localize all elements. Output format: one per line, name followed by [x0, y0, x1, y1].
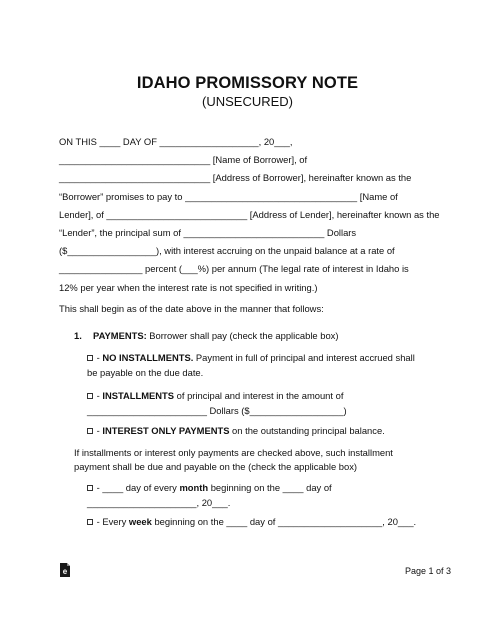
option-prefix: -: [94, 425, 103, 436]
option-text: on the outstanding principal balance.: [229, 425, 385, 436]
checkbox-icon[interactable]: [87, 355, 93, 361]
intro-line: “Borrower” promises to pay to _________________________________ [Name of: [59, 190, 398, 202]
intro-line: ________________ percent (___%) per annum (The legal rate of interest in Idaho is: [59, 263, 409, 275]
option-text-line2: be payable on the due date.: [87, 366, 204, 378]
intro-line: ON THIS ____ DAY OF ___________________, 20___,: [59, 136, 293, 147]
option-bold-label: week: [128, 516, 152, 527]
option-bold-label: INTEREST ONLY PAYMENTS: [102, 425, 230, 436]
schedule-instruction-line: payment shall be due and payable on the (check the applicable box): [74, 461, 358, 472]
schedule-instruction: [74, 446, 393, 474]
option-text: beginning on the ____ day of ____________________, 20___.: [151, 516, 417, 527]
option-text: - Every: [94, 516, 129, 527]
option-installments[interactable]: [87, 389, 447, 418]
option-weekly[interactable]: [87, 515, 467, 530]
section-number: 1.: [74, 330, 82, 341]
section-payments-heading: [74, 329, 338, 343]
intro-paragraph: [59, 133, 445, 297]
document-e-icon: [59, 563, 71, 577]
svg-text:e: e: [62, 567, 68, 576]
document-title: IDAHO PROMISSORY NOTE: [136, 74, 359, 92]
option-bold-label: month: [179, 482, 209, 493]
intro-line: _____________________________ [Name of Borrower], of: [59, 154, 308, 166]
option-text: of principal and interest in the amount of: [174, 390, 344, 401]
option-monthly[interactable]: [87, 481, 447, 510]
option-bold-label: NO INSTALLMENTS.: [102, 352, 194, 363]
document-subtitle: (UNSECURED): [202, 94, 293, 109]
option-prefix: -: [94, 390, 103, 401]
option-no-installments[interactable]: [87, 351, 447, 380]
intro-line: _____________________________ [Address of Borrower], hereinafter known as the: [59, 172, 412, 184]
intro-line: ($_________________), with interest accruing on the unpaid balance at a rate of: [59, 245, 395, 257]
schedule-instruction-line: If installments or interest only payments are checked above, such installment: [74, 447, 393, 458]
intro-line: Lender], of ___________________________ [Address of Lender], hereinafter known as the: [59, 208, 440, 220]
section-text: Borrower shall pay (check the applicable box): [146, 330, 339, 341]
option-prefix: -: [94, 352, 103, 363]
option-text: beginning on the ____ day of: [208, 482, 332, 493]
checkbox-icon[interactable]: [87, 485, 93, 491]
option-text: Payment in full of principal and interest accrued shall: [193, 352, 415, 363]
option-bold-label: INSTALLMENTS: [102, 390, 175, 401]
option-text-line2: _______________________ Dollars ($__________________): [87, 404, 347, 416]
intro-line: “Lender”, the principal sum of ___________________________ Dollars: [59, 227, 357, 239]
checkbox-icon[interactable]: [87, 519, 93, 525]
checkbox-icon[interactable]: [87, 428, 93, 434]
option-text: - ____ day of every: [94, 482, 180, 493]
option-interest-only[interactable]: [87, 424, 447, 439]
page-number: Page 1 of 3: [405, 566, 452, 576]
intro-line: 12% per year when the interest rate is not specified in writing.): [59, 281, 318, 293]
begin-statement: This shall begin as of the date above in the manner that follows:: [59, 303, 324, 314]
section-heading: PAYMENTS:: [93, 330, 147, 341]
option-text-line2: _____________________, 20___.: [87, 496, 231, 508]
checkbox-icon[interactable]: [87, 393, 93, 399]
